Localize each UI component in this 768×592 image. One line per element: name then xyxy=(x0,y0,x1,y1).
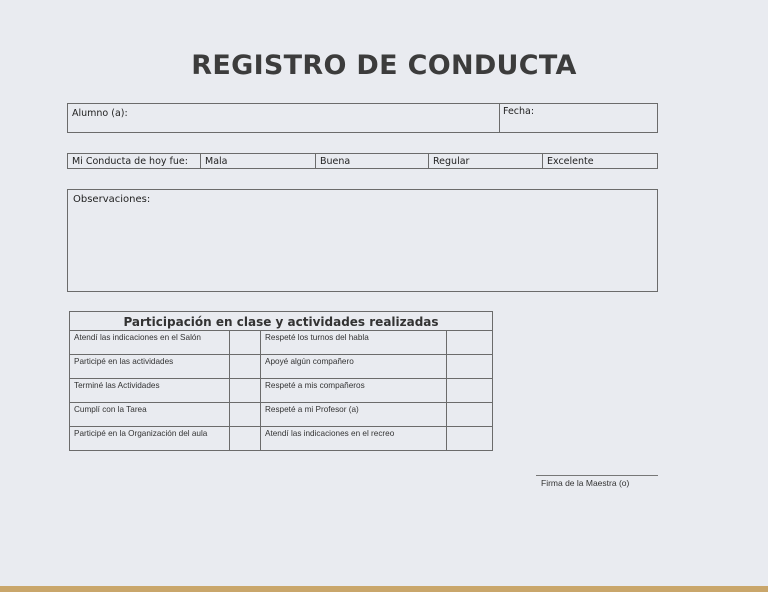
student-date-row xyxy=(67,103,658,133)
check-cell[interactable] xyxy=(447,403,493,427)
check-cell[interactable] xyxy=(230,355,261,379)
signature-label: Firma de la Maestra (o) xyxy=(541,478,630,488)
check-cell[interactable] xyxy=(230,427,261,451)
observations-label: Observaciones: xyxy=(73,194,151,205)
activity-item: Atendí las indicaciones en el recreo xyxy=(261,427,447,451)
activity-item: Respeté los turnos del habla xyxy=(261,331,447,355)
behavior-option-buena[interactable]: Buena xyxy=(315,154,428,168)
row-divider xyxy=(499,104,500,132)
table-row xyxy=(70,331,493,355)
activity-item: Participé en las actividades xyxy=(70,355,230,379)
table-row xyxy=(70,379,493,403)
behavior-label: Mi Conducta de hoy fue: xyxy=(72,156,188,167)
signature-line[interactable] xyxy=(536,475,658,476)
participation-title: Participación en clase y actividades realizadas xyxy=(70,312,493,331)
check-cell[interactable] xyxy=(230,403,261,427)
student-label: Alumno (a): xyxy=(72,108,128,119)
check-cell[interactable] xyxy=(447,331,493,355)
check-cell[interactable] xyxy=(230,379,261,403)
table-row xyxy=(70,427,493,451)
behavior-option-mala[interactable]: Mala xyxy=(200,154,315,168)
activity-item: Apoyé algún compañero xyxy=(261,355,447,379)
behavior-option-regular[interactable]: Regular xyxy=(428,154,543,168)
check-cell[interactable] xyxy=(447,379,493,403)
activity-item: Respeté a mi Profesor (a) xyxy=(261,403,447,427)
behavior-option-excelente[interactable]: Excelente xyxy=(542,154,659,168)
activity-item: Respeté a mis compañeros xyxy=(261,379,447,403)
activity-item: Participé en la Organización del aula xyxy=(70,427,230,451)
page-title: REGISTRO DE CONDUCTA xyxy=(191,50,577,81)
observations-box[interactable] xyxy=(67,189,658,292)
activity-item: Atendí las indicaciones en el Salón xyxy=(70,331,230,355)
check-cell[interactable] xyxy=(447,427,493,451)
check-cell[interactable] xyxy=(230,331,261,355)
table-row xyxy=(70,355,493,379)
table-row xyxy=(70,403,493,427)
behavior-row xyxy=(67,153,658,169)
participation-table xyxy=(69,311,493,451)
date-label: Fecha: xyxy=(503,106,535,117)
check-cell[interactable] xyxy=(447,355,493,379)
activity-item: Terminé las Actividades xyxy=(70,379,230,403)
activity-item: Cumplí con la Tarea xyxy=(70,403,230,427)
